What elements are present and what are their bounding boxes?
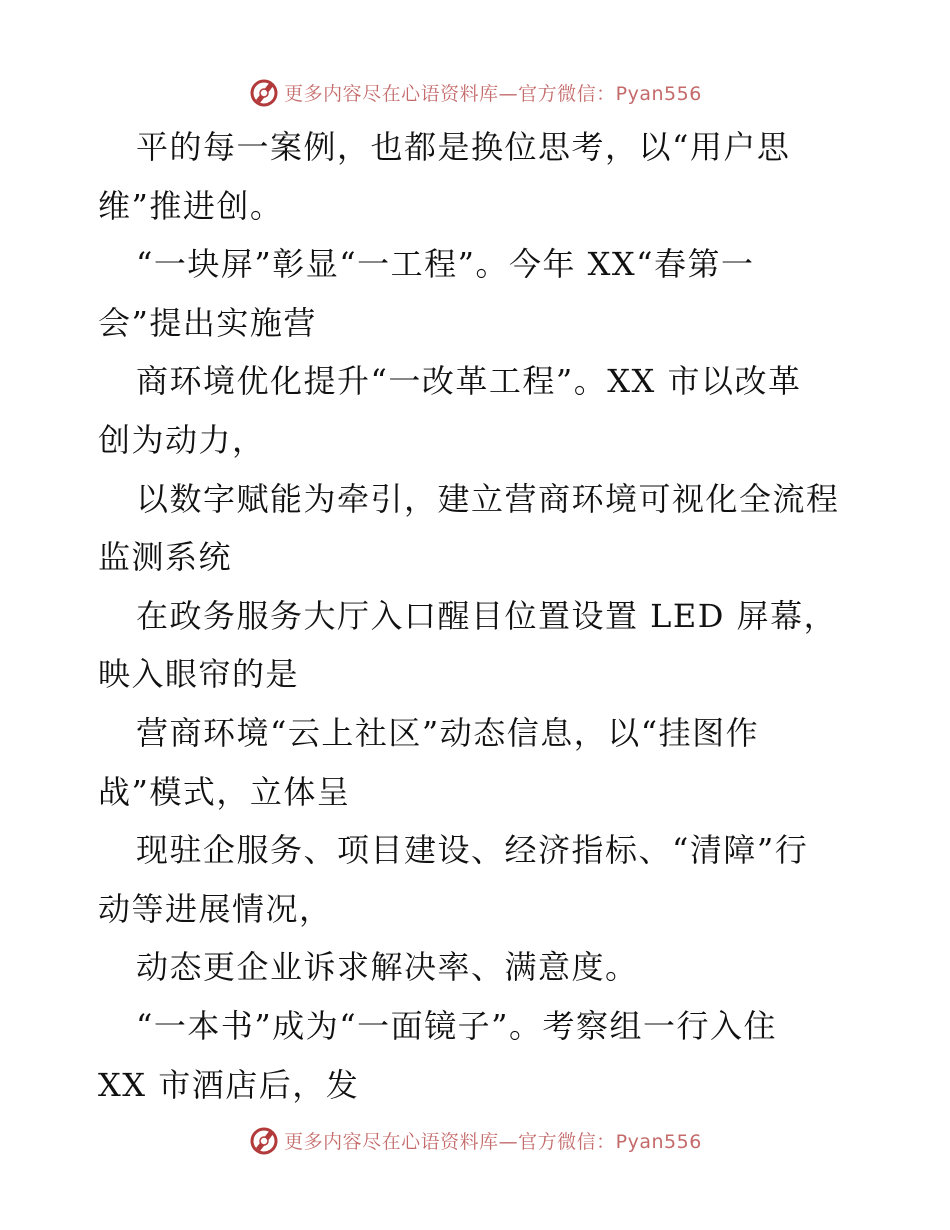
footer-banner: [0, 1120, 950, 1160]
text-line: 动等进展情况，: [98, 889, 333, 928]
logo-icon: [248, 1124, 280, 1156]
text-line: 在政务服务大厅入口醒目位置设置 LED 屏幕，: [136, 596, 838, 635]
text-line: 映入眼帘的是: [98, 655, 300, 694]
text-line: “一本书”成为“一面镜子”。考察组一行入住: [136, 1006, 777, 1045]
text-line: 会”提出实施营: [98, 303, 317, 342]
text-line: XX 市酒店后，发: [98, 1065, 360, 1104]
text-line: “一块屏”彰显“一工程”。今年 XX“春第一: [136, 245, 755, 284]
header-banner: [0, 72, 950, 112]
text-line: 平的每一案例，也都是换位思考，以“用户思: [136, 128, 791, 166]
logo-icon: [248, 76, 280, 108]
text-line: 营商环境“云上社区”动态信息，以“挂图作: [136, 713, 760, 752]
text-line: 监测系统: [98, 538, 233, 577]
text-line: 战”模式，立体呈: [98, 772, 351, 811]
text-line: 商环境优化提升“一改革工程”。XX 市以改革: [136, 362, 802, 401]
text-line: 动态更企业诉求解决率、满意度。: [136, 948, 639, 987]
body-text: [98, 118, 898, 1114]
footer-banner-text: 更多内容尽在心语资料库—官方微信：Pyan556: [284, 1130, 702, 1153]
text-line: 创为动力，: [98, 420, 266, 459]
header-banner-text: 更多内容尽在心语资料库—官方微信：Pyan556: [284, 82, 702, 105]
text-line: 维”推进创。: [98, 186, 284, 225]
text-line: 现驻企服务、项目建设、经济指标、“清障”行: [136, 831, 809, 870]
text-line: 以数字赋能为牵引，建立营商环境可视化全流程: [136, 479, 840, 518]
